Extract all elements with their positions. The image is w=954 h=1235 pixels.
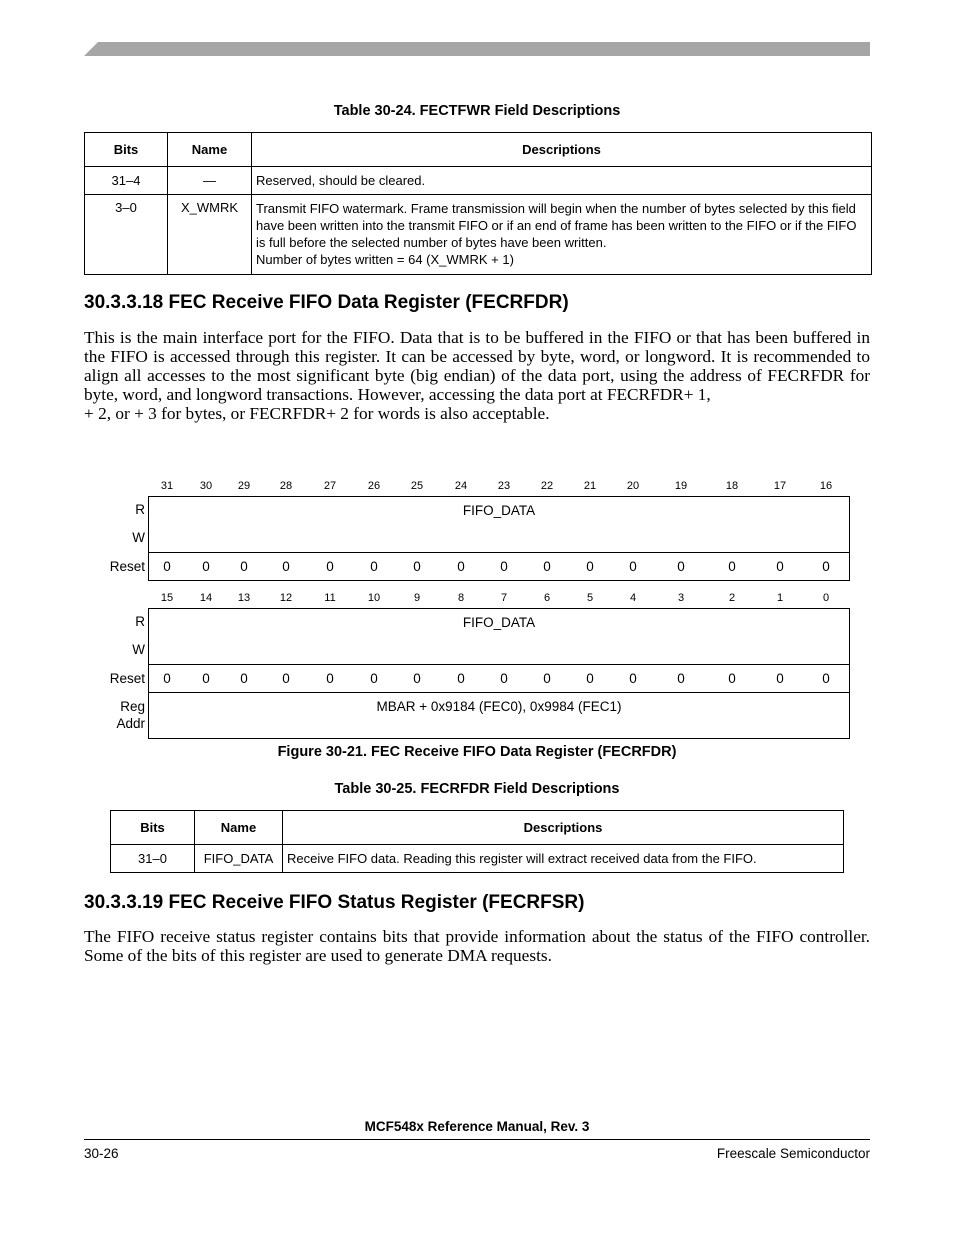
table1-desc-line: Number of bytes written = 64 (X_WMRK + 1): [256, 252, 514, 267]
table1-cell-name: —: [168, 167, 252, 195]
table1-cell-desc: [252, 195, 872, 275]
reset-value: 0: [163, 559, 171, 574]
reset-value: 0: [822, 559, 830, 574]
bit-number: 11: [324, 592, 336, 604]
bit-number: 5: [586, 592, 594, 604]
bit-number: 7: [500, 592, 508, 604]
reset-value: 0: [586, 559, 594, 574]
bit-number: 31: [160, 480, 174, 492]
row-label-reset: Reset: [109, 559, 145, 574]
table1-cell-bits: 31–4: [85, 167, 168, 195]
reset-value: 0: [413, 559, 421, 574]
row-label-r: R: [135, 502, 145, 517]
bit-number: 30: [199, 480, 213, 492]
bit-number: 14: [199, 592, 213, 604]
section-heading-fecrfdr: 30.3.3.18 FEC Receive FIFO Data Register (FECRFDR): [84, 292, 569, 313]
section2-paragraph: The FIFO receive status register contains bits that provide information about the status of the FIFO controller. Some of the bits of this register are used to generate DMA requests.: [84, 927, 870, 965]
table2-header-bits: Bits: [111, 811, 195, 845]
footer-manual-title: MCF548x Reference Manual, Rev. 3: [364, 1119, 590, 1134]
row-label-reset: Reset: [109, 671, 145, 686]
table2-header-desc: Descriptions: [283, 811, 844, 845]
reset-value: 0: [677, 559, 685, 574]
bit-number: 16: [819, 480, 833, 492]
reset-value: 0: [500, 671, 508, 686]
reset-value: 0: [282, 559, 290, 574]
reset-value: 0: [202, 671, 210, 686]
bit-number: 26: [367, 480, 381, 492]
table1-cell-bits: 3–0: [85, 195, 168, 275]
reset-value: 0: [629, 671, 637, 686]
bit-number: 19: [674, 480, 688, 492]
reset-value: 0: [163, 671, 171, 686]
table-row: [85, 167, 872, 195]
reset-value: 0: [457, 559, 465, 574]
reset-value: 0: [822, 671, 830, 686]
reset-value: 0: [457, 671, 465, 686]
bit-number: 4: [629, 592, 637, 604]
reset-value: 0: [728, 671, 736, 686]
footer-page-number: 30-26: [84, 1146, 119, 1161]
reset-value: 0: [326, 559, 334, 574]
section2-body: [84, 927, 870, 965]
bit-number: 0: [822, 592, 830, 604]
section-heading-fecrfsr: 30.3.3.19 FEC Receive FIFO Status Register (FECRFSR): [84, 892, 585, 913]
row-label-addr: Addr: [116, 716, 145, 731]
reset-value: 0: [677, 671, 685, 686]
section1-paragraph: This is the main interface port for the FIFO. Data that is to be buffered in the FIFO or that has been buffered in the FIFO is accessed through this register. It can be accessed by byte, word, or longword. It is recommended to align all accesses to the most significant byte (big endian) of the data port, using the address of FECRFDR for byte, word, and longword transactions. However, accessing the data port at FECRFDR+ 1,: [84, 328, 870, 404]
bit-number: 15: [160, 592, 174, 604]
divider: [148, 552, 850, 553]
row-label-w: W: [132, 530, 145, 545]
reset-value: 0: [202, 559, 210, 574]
bit-number: 8: [457, 592, 465, 604]
table-row: [85, 195, 872, 275]
bit-number: 21: [583, 480, 597, 492]
bit-number: 1: [776, 592, 784, 604]
table1-header-bits: Bits: [85, 133, 168, 167]
reset-value: 0: [728, 559, 736, 574]
field-fifo-data-lower: FIFO_DATA: [462, 615, 536, 630]
reset-value: 0: [586, 671, 594, 686]
row-label-reg: Reg: [120, 699, 145, 714]
bit-number: 3: [677, 592, 685, 604]
table2-caption: Table 30-25. FECRFDR Field Descriptions: [334, 781, 620, 797]
bit-number: 10: [367, 592, 381, 604]
bit-number: 28: [279, 480, 293, 492]
reset-value: 0: [543, 559, 551, 574]
reset-value: 0: [543, 671, 551, 686]
reset-value: 0: [282, 671, 290, 686]
table2-cell-name: FIFO_DATA: [195, 845, 283, 873]
reset-value: 0: [370, 559, 378, 574]
bit-number: 27: [323, 480, 337, 492]
table1-cell-name: X_WMRK: [168, 195, 252, 275]
row-label-w: W: [132, 642, 145, 657]
row-label-r: R: [135, 614, 145, 629]
reset-value: 0: [370, 671, 378, 686]
table2: [110, 810, 844, 873]
table1-caption: Table 30-24. FECTFWR Field Descriptions: [333, 103, 621, 119]
reset-value: 0: [240, 671, 248, 686]
table2-cell-bits: 31–0: [111, 845, 195, 873]
bit-number: 29: [237, 480, 251, 492]
divider: [148, 692, 850, 693]
table2-cell-desc: Receive FIFO data. Reading this register will extract received data from the FIFO.: [283, 845, 844, 873]
reset-value: 0: [413, 671, 421, 686]
bit-number: 24: [454, 480, 468, 492]
reset-value: 0: [240, 559, 248, 574]
field-fifo-data-upper: FIFO_DATA: [462, 503, 536, 518]
bit-number: 12: [279, 592, 293, 604]
bit-number: 13: [237, 592, 251, 604]
bit-number: 18: [725, 480, 739, 492]
table1-header-name: Name: [168, 133, 252, 167]
bit-number: 2: [728, 592, 736, 604]
table1-cell-desc: Reserved, should be cleared.: [252, 167, 872, 195]
divider: [148, 664, 850, 665]
table1-header-desc: Descriptions: [252, 133, 872, 167]
table1-desc-line: Transmit FIFO watermark. Frame transmission will begin when the number of bytes selected by this field have been written into the transmit FIFO or if an end of frame has been written to the FIFO or if the FIFO is full before the selected number of bytes have been written.: [256, 201, 857, 250]
bit-number: 23: [497, 480, 511, 492]
bit-number: 17: [773, 480, 787, 492]
reset-value: 0: [776, 671, 784, 686]
section1-paragraph-cont: + 2, or + 3 for bytes, or FECRFDR+ 2 for words is also acceptable.: [84, 404, 550, 423]
bit-number: 22: [540, 480, 554, 492]
reset-value: 0: [629, 559, 637, 574]
table-row: [111, 845, 844, 873]
figure-caption: Figure 30-21. FEC Receive FIFO Data Register (FECRFDR): [277, 744, 677, 760]
register-address: MBAR + 0x9184 (FEC0), 0x9984 (FEC1): [376, 699, 622, 714]
reset-value: 0: [326, 671, 334, 686]
bit-number: 9: [413, 592, 421, 604]
table2-header-name: Name: [195, 811, 283, 845]
footer-company: Freescale Semiconductor: [716, 1146, 870, 1161]
table1: [84, 132, 872, 275]
bit-number: 25: [410, 480, 424, 492]
footer-rule: [84, 1139, 870, 1140]
section1-body: [84, 328, 870, 423]
reset-value: 0: [500, 559, 508, 574]
header-banner: [84, 42, 870, 56]
bit-number: 20: [626, 480, 640, 492]
bit-number: 6: [543, 592, 551, 604]
reset-value: 0: [776, 559, 784, 574]
